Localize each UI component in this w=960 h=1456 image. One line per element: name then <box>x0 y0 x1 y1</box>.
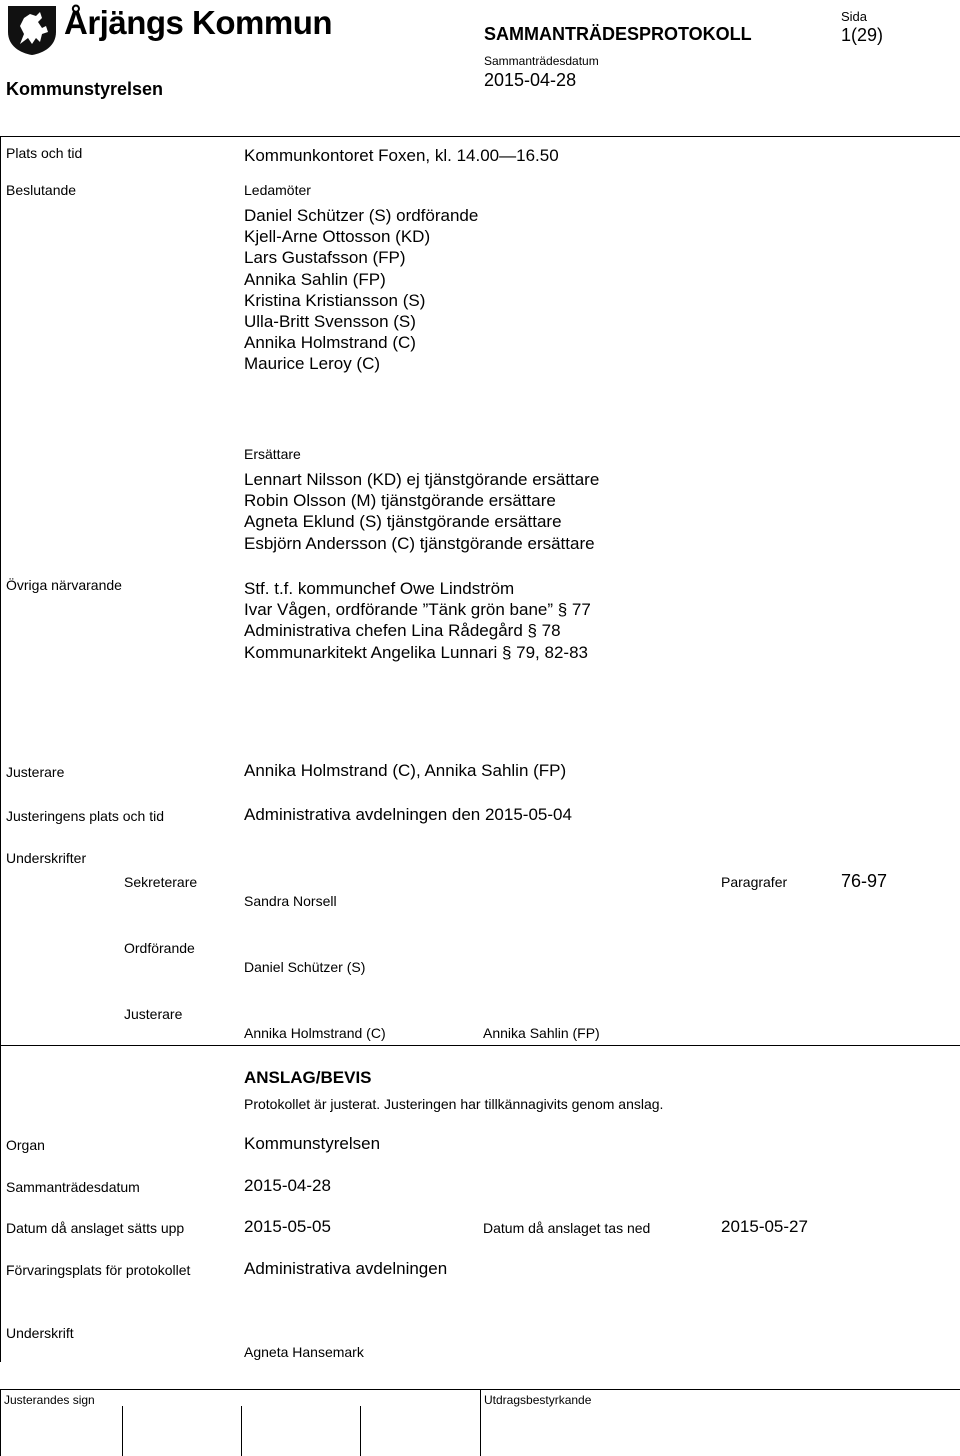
secretary-label: Sekreterare <box>124 874 198 890</box>
substitute-item: Agneta Eklund (S) tjänstgörande ersättare <box>244 512 562 532</box>
left-rule <box>0 136 1 1362</box>
committee-name: Kommunstyrelsen <box>6 79 164 99</box>
adjusters-label: Justerare <box>6 764 65 780</box>
others-present-item: Ivar Vågen, ordförande ”Tänk grön bane” § 77 <box>244 600 591 620</box>
secretary-name: Sandra Norsell <box>244 893 337 909</box>
notice-date-label: Sammanträdesdatum <box>6 1179 140 1195</box>
organ-value: Kommunstyrelsen <box>244 1134 381 1153</box>
member-item: Annika Holmstrand (C) <box>244 333 416 353</box>
meeting-date: 2015-04-28 <box>484 70 577 90</box>
page-caption: Sida <box>841 9 868 24</box>
adjustment-place-value: Administrativa avdelningen den 2015-05-04 <box>244 805 572 824</box>
notice-date-value: 2015-04-28 <box>244 1176 331 1195</box>
chair-label: Ordförande <box>124 940 195 956</box>
member-item: Kristina Kristiansson (S) <box>244 290 426 310</box>
org-logo-text: Årjängs Kommun <box>64 4 333 41</box>
adjustment-place-label: Justeringens plats och tid <box>6 808 164 824</box>
others-present-label: Övriga närvarande <box>6 577 122 593</box>
signatures-heading: Underskrifter <box>6 850 87 866</box>
footer-divider-0 <box>0 1389 1 1456</box>
substitutes-heading: Ersättare <box>244 446 301 462</box>
notice-text: Protokollet är justerat. Justeringen har tillkännagivits genom anslag. <box>244 1096 664 1112</box>
paragraphs-label: Paragrafer <box>721 874 788 890</box>
chair-name: Daniel Schützer (S) <box>244 959 366 975</box>
place-value: Kommunkontoret Foxen, kl. 14.00—16.50 <box>244 146 559 165</box>
member-item: Ulla-Britt Svensson (S) <box>244 311 416 331</box>
adjusters-value: Annika Holmstrand (C), Annika Sahlin (FP) <box>244 761 567 780</box>
member-item: Kjell-Arne Ottosson (KD) <box>244 227 431 247</box>
top-rule <box>0 136 960 137</box>
others-present-list <box>244 578 591 663</box>
storage-place-value: Administrativa avdelningen <box>244 1259 448 1278</box>
signature-label: Underskrift <box>6 1325 74 1341</box>
members-list <box>244 205 478 375</box>
place-label: Plats och tid <box>6 145 83 161</box>
signature-name: Agneta Hansemark <box>244 1344 364 1360</box>
substitutes-list <box>244 469 599 554</box>
decision-makers-label: Beslutande <box>6 182 77 198</box>
substitute-item: Lennart Nilsson (KD) ej tjänstgörande ersättare <box>244 470 600 489</box>
others-present-item: Stf. t.f. kommunchef Owe Lindström <box>244 579 515 598</box>
signature-section-rule <box>0 1045 960 1046</box>
certification-caption: Utdragsbestyrkande <box>484 1393 592 1407</box>
posting-date-label: Datum då anslaget sätts upp <box>6 1220 185 1236</box>
adjuster-signature-label: Justerare <box>124 1006 183 1022</box>
adjuster-signature-2: Annika Sahlin (FP) <box>483 1025 600 1041</box>
date-caption: Sammanträdesdatum <box>484 54 599 68</box>
coat-of-arms-icon <box>6 4 58 56</box>
adjusters-sign-caption: Justerandes sign <box>4 1393 95 1407</box>
page-number: 1(29) <box>841 25 884 45</box>
member-item: Daniel Schützer (S) ordförande <box>244 206 479 225</box>
footer-divider-1 <box>122 1406 123 1456</box>
removal-date-label: Datum då anslaget tas ned <box>483 1220 651 1236</box>
footer-divider-2 <box>241 1406 242 1456</box>
substitute-item: Robin Olsson (M) tjänstgörande ersättare <box>244 491 556 511</box>
substitute-item: Esbjörn Andersson (C) tjänstgörande ersättare <box>244 533 595 553</box>
removal-date-value: 2015-05-27 <box>721 1217 808 1236</box>
posting-date-value: 2015-05-05 <box>244 1217 331 1236</box>
member-item: Lars Gustafsson (FP) <box>244 248 406 268</box>
adjuster-signature-1: Annika Holmstrand (C) <box>244 1025 386 1041</box>
storage-place-label: Förvaringsplats för protokollet <box>6 1262 191 1278</box>
organ-label: Organ <box>6 1137 45 1153</box>
member-item: Annika Sahlin (FP) <box>244 269 386 289</box>
others-present-item: Kommunarkitekt Angelika Lunnari § 79, 82-83 <box>244 642 588 662</box>
footer-divider-3 <box>360 1406 361 1456</box>
footer-divider-4 <box>480 1389 481 1456</box>
document-title: SAMMANTRÄDESPROTOKOLL <box>484 24 752 44</box>
members-heading: Ledamöter <box>244 182 311 198</box>
member-item: Maurice Leroy (C) <box>244 354 381 374</box>
paragraphs-value: 76-97 <box>841 871 888 891</box>
notice-heading: ANSLAG/BEVIS <box>244 1068 372 1087</box>
others-present-item: Administrativa chefen Lina Rådegård § 78 <box>244 621 561 641</box>
